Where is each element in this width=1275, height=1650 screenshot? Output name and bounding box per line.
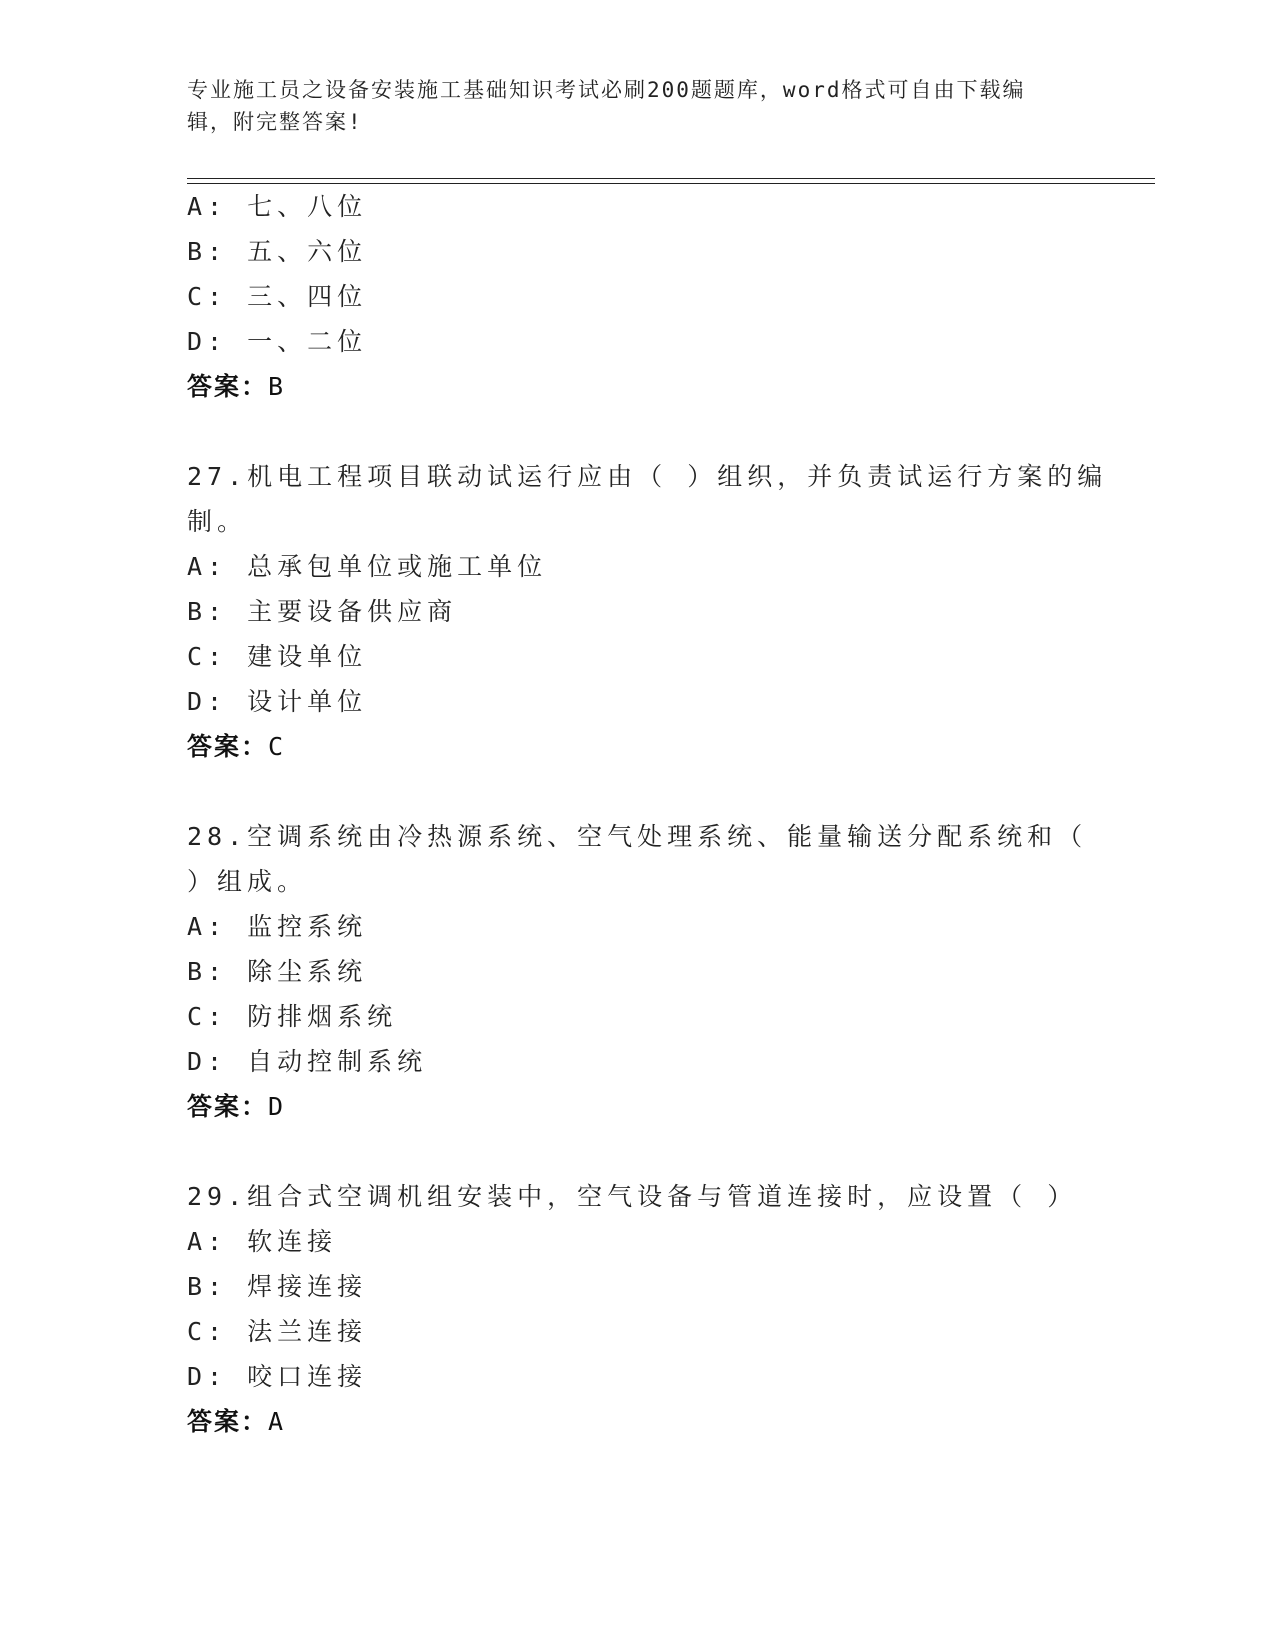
question-27-answer	[187, 732, 285, 762]
question-28-line-2: ）组成。	[187, 867, 308, 896]
question-27-option-d: D: 设计单位	[187, 687, 368, 716]
answer-value: A	[268, 1407, 286, 1436]
question-27-option-c: C: 建设单位	[187, 642, 368, 671]
answer-label: 答案：	[187, 732, 269, 761]
question-29-option-b: B: 焊接连接	[187, 1272, 368, 1301]
option-d: D: 一、二位	[187, 327, 368, 356]
question-27-option-b: B: 主要设备供应商	[187, 597, 458, 626]
answer-line	[187, 372, 285, 402]
question-29-line-1: 29.组合式空调机组安装中，空气设备与管道连接时，应设置（ ）	[187, 1182, 1078, 1211]
header-divider-top	[187, 178, 1155, 179]
question-29-option-c: C: 法兰连接	[187, 1317, 368, 1346]
question-28-line-1: 28.空调系统由冷热源系统、空气处理系统、能量输送分配系统和（	[187, 822, 1088, 851]
question-28-option-a: A: 监控系统	[187, 912, 368, 941]
document-header: 专业施工员之设备安装施工基础知识考试必刷200题题库，word格式可自由下载编辑，附完整答案!	[187, 78, 1026, 134]
answer-label: 答案：	[187, 1407, 269, 1436]
answer-value: B	[268, 372, 286, 401]
question-28-option-c: C: 防排烟系统	[187, 1002, 398, 1031]
question-28-answer	[187, 1092, 285, 1122]
question-28-option-d: D: 自动控制系统	[187, 1047, 428, 1076]
answer-label: 答案：	[187, 1092, 269, 1121]
answer-label: 答案：	[187, 372, 269, 401]
option-c: C: 三、四位	[187, 282, 368, 311]
question-27-option-a: A: 总承包单位或施工单位	[187, 552, 548, 581]
question-27-line-1: 27.机电工程项目联动试运行应由（ ）组织，并负责试运行方案的编	[187, 462, 1108, 491]
question-29-option-a: A: 软连接	[187, 1227, 338, 1256]
option-b: B: 五、六位	[187, 237, 368, 266]
answer-value: D	[268, 1092, 286, 1121]
question-29-answer	[187, 1407, 285, 1437]
answer-value: C	[268, 732, 286, 761]
question-27-line-2: 制。	[187, 507, 248, 536]
header-divider-bottom	[187, 183, 1155, 184]
question-28-option-b: B: 除尘系统	[187, 957, 368, 986]
option-a: A: 七、八位	[187, 192, 368, 221]
question-29-option-d: D: 咬口连接	[187, 1362, 368, 1391]
